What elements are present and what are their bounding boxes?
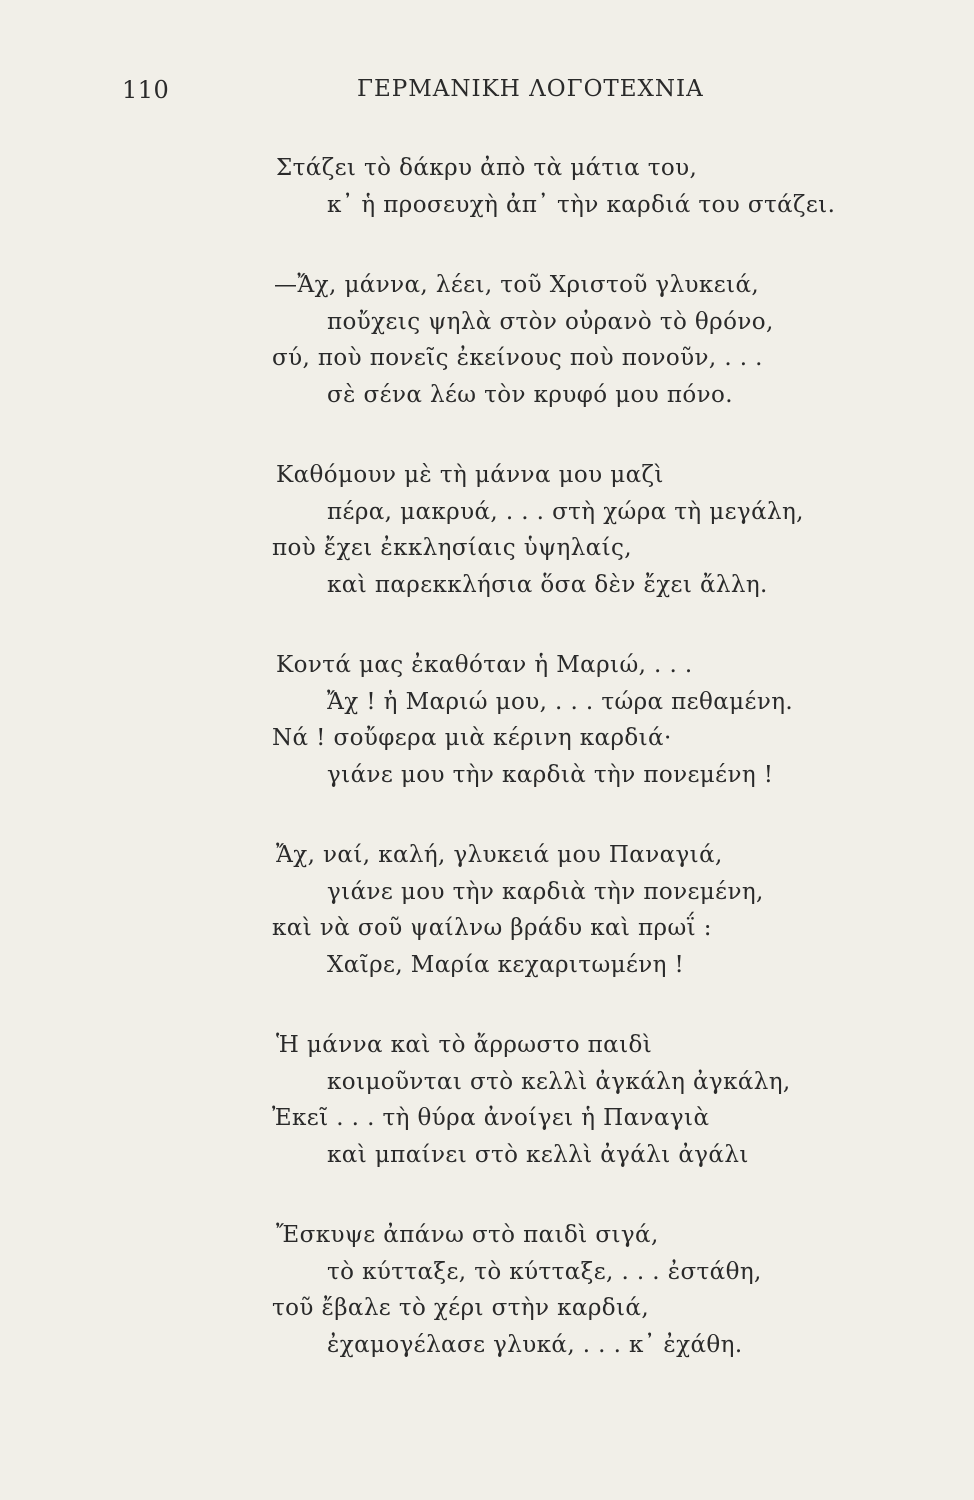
verse-line: γιάνε μου τὴν καρδιὰ τὴν πονεμένη ! xyxy=(327,761,774,788)
verse-line: Ἔσκυψε ἀπάνω στὸ παιδὶ σιγά, xyxy=(276,1222,659,1248)
stanza xyxy=(0,1027,974,1173)
stanza xyxy=(0,150,974,223)
verse-line: ποὔχεις ψηλὰ στὸν οὐρανὸ τὸ θρόνο, xyxy=(327,308,774,335)
verse-line: Καθόμουν μὲ τὴ μάννα μου μαζὶ xyxy=(276,462,664,488)
poem-body xyxy=(0,150,974,1407)
verse-line: Κοντά μας ἐκαθόταν ἡ Μαριώ, . . . xyxy=(276,652,693,678)
verse-line: κοιμοῦνται στὸ κελλὶ ἀγκάλη ἀγκάλη, xyxy=(327,1068,791,1095)
verse-line: κ᾽ ἡ προσευχὴ ἀπ᾽ τὴν καρδιά του στάζει. xyxy=(327,191,836,218)
verse-line: τὸ κύτταξε, τὸ κύτταξε, . . . ἐστάθη, xyxy=(327,1258,762,1285)
page-header xyxy=(0,76,974,116)
verse-line: ἐχαμογέλασε γλυκά, . . . κ᾽ ἐχάθη. xyxy=(327,1331,743,1358)
verse-line: ποὺ ἔχει ἐκκλησίαις ὑψηλαίς, xyxy=(272,535,633,561)
stanza xyxy=(0,457,974,603)
verse-line: τοῦ ἔβαλε τὸ χέρι στὴν καρδιά, xyxy=(272,1295,650,1321)
verse-line: Ἄχ, ναί, καλή, γλυκειά μου Παναγιά, xyxy=(276,842,723,868)
page-number: 110 xyxy=(122,76,170,104)
verse-line: γιάνε μου τὴν καρδιὰ τὴν πονεμένη, xyxy=(327,878,764,905)
verse-line: Ἐκεῖ . . . τὴ θύρα ἀνοίγει ἡ Παναγιὰ xyxy=(272,1105,710,1131)
running-title: ΓΕΡΜΑΝΙΚΗ ΛΟΓΟΤΕΧΝΙΑ xyxy=(357,76,704,102)
verse-line: Ἡ μάννα καὶ τὸ ἄρρωστο παιδὶ xyxy=(276,1032,653,1058)
verse-line: καὶ παρεκκλήσια ὅσα δὲν ἔχει ἄλλη. xyxy=(327,571,768,598)
verse-line: σὲ σένα λέω τὸν κρυφό μου πόνο. xyxy=(327,381,733,408)
verse-line: Νά ! σοὔφερα μιὰ κέρινη καρδιά· xyxy=(272,725,672,751)
verse-line: Χαῖρε, Μαρία κεχαριτωμένη ! xyxy=(327,951,685,978)
stanza xyxy=(0,647,974,793)
verse-line: πέρα, μακρυά, . . . στὴ χώρα τὴ μεγάλη, xyxy=(327,498,804,525)
verse-line: καὶ μπαίνει στὸ κελλὶ ἀγάλι ἀγάλι xyxy=(327,1141,749,1168)
stanza xyxy=(0,837,974,983)
verse-line: Στάζει τὸ δάκρυ ἀπὸ τὰ μάτια του, xyxy=(276,155,698,181)
stanza xyxy=(0,1217,974,1363)
verse-line: —Ἄχ, μάννα, λέει, τοῦ Χριστοῦ γλυκειά, xyxy=(274,272,760,298)
stanza xyxy=(0,267,974,413)
verse-line: σύ, ποὺ πονεῖς ἐκείνους ποὺ πονοῦν, . . . xyxy=(272,345,763,371)
verse-line: Ἄχ ! ἡ Μαριώ μου, . . . τώρα πεθαμένη. xyxy=(327,688,794,715)
verse-line: καὶ νὰ σοῦ ψαίλνω βράδυ καὶ πρωΐ : xyxy=(272,915,712,941)
